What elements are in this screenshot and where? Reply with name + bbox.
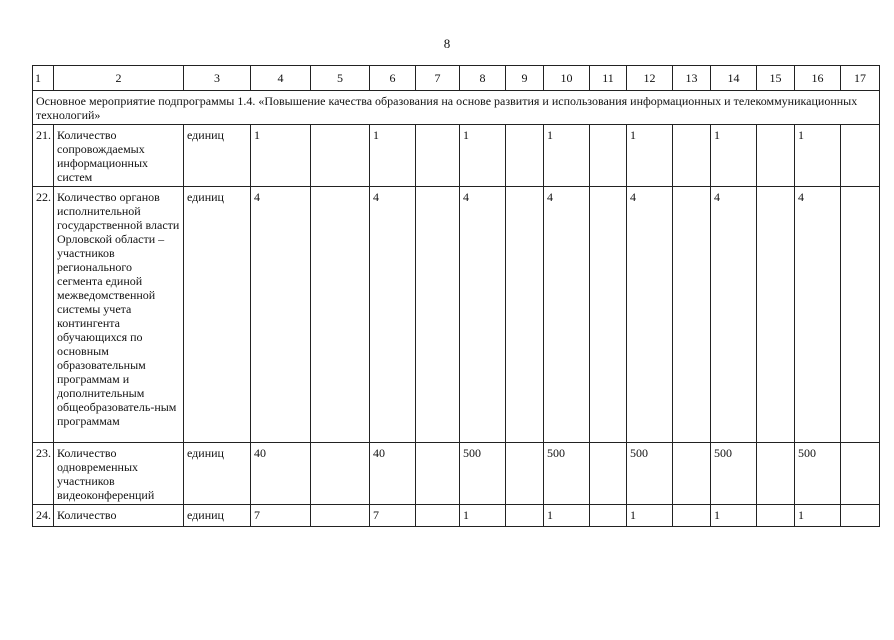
row-number: 22. — [33, 187, 54, 443]
value-cell — [506, 505, 544, 527]
indicator-name: Количество органов исполнительной государственной власти Орловской области – участников регионального сегмента единой межведомственной системы учета контингента обучающихся по основным образовательным программам и дополнительным общеобразователь-ным программам — [54, 187, 184, 443]
unit-cell: единиц — [184, 125, 251, 187]
value-cell — [416, 505, 460, 527]
column-number: 14 — [711, 66, 757, 91]
value-cell — [416, 187, 460, 443]
unit-cell: единиц — [184, 443, 251, 505]
value-cell — [506, 125, 544, 187]
column-number: 5 — [311, 66, 370, 91]
column-number: 16 — [795, 66, 841, 91]
value-cell — [673, 443, 711, 505]
value-cell: 500 — [711, 443, 757, 505]
column-number: 6 — [370, 66, 416, 91]
value-cell: 500 — [544, 443, 590, 505]
value-cell: 500 — [795, 443, 841, 505]
value-cell — [311, 187, 370, 443]
value-cell: 1 — [795, 505, 841, 527]
unit-cell: единиц — [184, 187, 251, 443]
column-number: 8 — [460, 66, 506, 91]
value-cell — [841, 443, 880, 505]
indicator-name: Количество сопровождаемых информационных систем — [54, 125, 184, 187]
column-numbers-row — [33, 66, 880, 91]
value-cell — [311, 505, 370, 527]
column-number: 2 — [54, 66, 184, 91]
value-cell: 1 — [544, 125, 590, 187]
value-cell: 500 — [627, 443, 673, 505]
value-cell — [841, 505, 880, 527]
value-cell: 1 — [370, 125, 416, 187]
value-cell — [311, 125, 370, 187]
value-cell — [590, 125, 627, 187]
value-cell — [590, 443, 627, 505]
value-cell — [757, 505, 795, 527]
value-cell — [757, 187, 795, 443]
indicator-name: Количество — [54, 505, 184, 527]
value-cell — [311, 443, 370, 505]
value-cell — [506, 187, 544, 443]
column-number: 4 — [251, 66, 311, 91]
value-cell — [506, 443, 544, 505]
value-cell — [416, 443, 460, 505]
column-number: 15 — [757, 66, 795, 91]
row-number: 23. — [33, 443, 54, 505]
indicators-table — [32, 65, 880, 527]
row-number: 24. — [33, 505, 54, 527]
value-cell: 4 — [627, 187, 673, 443]
value-cell: 1 — [627, 125, 673, 187]
table-row — [33, 505, 880, 527]
value-cell — [416, 125, 460, 187]
section-row — [33, 91, 880, 125]
value-cell: 1 — [711, 505, 757, 527]
value-cell: 1 — [544, 505, 590, 527]
value-cell — [673, 125, 711, 187]
value-cell — [841, 187, 880, 443]
value-cell: 4 — [460, 187, 506, 443]
value-cell: 4 — [711, 187, 757, 443]
value-cell: 4 — [370, 187, 416, 443]
value-cell: 7 — [251, 505, 311, 527]
column-number: 1 — [33, 66, 54, 91]
value-cell — [673, 505, 711, 527]
value-cell — [590, 505, 627, 527]
value-cell — [841, 125, 880, 187]
value-cell: 1 — [251, 125, 311, 187]
value-cell — [757, 443, 795, 505]
table-row — [33, 187, 880, 443]
table-row — [33, 443, 880, 505]
page-number: 8 — [443, 36, 451, 51]
value-cell: 7 — [370, 505, 416, 527]
column-number: 9 — [506, 66, 544, 91]
value-cell: 4 — [544, 187, 590, 443]
value-cell: 1 — [627, 505, 673, 527]
column-number: 7 — [416, 66, 460, 91]
column-number: 17 — [841, 66, 880, 91]
table-row — [33, 125, 880, 187]
column-number: 13 — [673, 66, 711, 91]
value-cell: 500 — [460, 443, 506, 505]
value-cell — [590, 187, 627, 443]
value-cell: 1 — [795, 125, 841, 187]
value-cell: 4 — [795, 187, 841, 443]
section-title: Основное мероприятие подпрограммы 1.4. «Повышение качества образования на основе развития и использования информационных и телекоммуникационных технологий» — [33, 91, 880, 125]
value-cell: 40 — [251, 443, 311, 505]
value-cell: 4 — [251, 187, 311, 443]
value-cell: 1 — [460, 125, 506, 187]
value-cell: 40 — [370, 443, 416, 505]
column-number: 11 — [590, 66, 627, 91]
column-number: 3 — [184, 66, 251, 91]
value-cell — [757, 125, 795, 187]
indicator-name: Количество одновременных участников видеоконференций — [54, 443, 184, 505]
value-cell: 1 — [711, 125, 757, 187]
column-number: 12 — [627, 66, 673, 91]
row-number: 21. — [33, 125, 54, 187]
value-cell: 1 — [460, 505, 506, 527]
value-cell — [673, 187, 711, 443]
unit-cell: единиц — [184, 505, 251, 527]
column-number: 10 — [544, 66, 590, 91]
